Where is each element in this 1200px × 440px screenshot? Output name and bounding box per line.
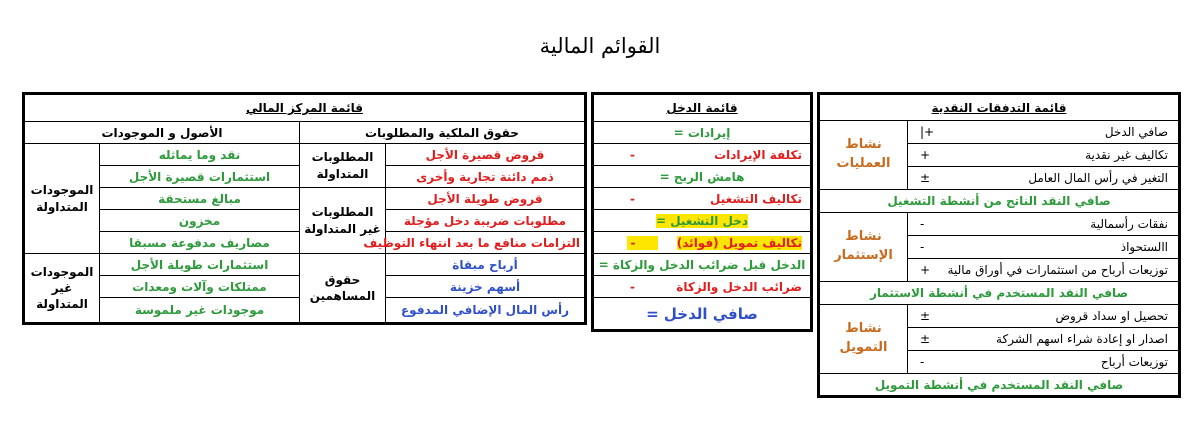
financing-activity-label: نشاط التمويل [819,305,908,374]
asset-item: استثمارات قصيرة الأجل [100,166,300,188]
asset-item: ممتلكات وآلات ومعدات [100,276,300,298]
cash-flow-sign: ± [908,167,960,190]
income-row-sign: - [593,232,662,254]
cash-flow-item: نفقات رأسمالية [960,213,1180,236]
cash-flow-item: تحصيل او سداد قروض [960,305,1180,328]
current-liabilities-label: المطلوبات المتداولة [300,144,386,188]
balance-sheet-table [22,92,587,325]
cash-flow-sign: - [908,236,960,259]
financing-total: صافي النقد المستخدم في أنشطة التمويل [819,374,1180,397]
income-row: دخل التشغيل = [593,210,812,232]
equity-item: أرباح مبقاة [386,254,586,276]
asset-item: مصاريف مدفوعة مسبقا [100,232,300,254]
cash-flow-title: قائمة التدفقات النقدية [819,94,1180,121]
income-row: هامش الربح = [593,166,812,188]
income-statement-title: قائمة الدخل [593,94,812,122]
investing-activity-label: نشاط الإستثمار [819,213,908,282]
cash-flow-table [817,92,1181,398]
equity-item: رأس المال الإضافي المدفوع [386,298,586,324]
cash-flow-sign: ± [908,328,960,351]
equity-item: أسهم خزينة [386,276,586,298]
income-row-sign: - [593,276,662,298]
current-assets-label: الموجودات المتداولة [24,144,100,254]
balance-sheet-title: قائمة المركز المالي [24,94,586,122]
liability-item: التزامات منافع ما بعد انتهاء التوظيف [386,232,586,254]
cash-flow-sign: - [908,213,960,236]
investing-total: صافي النقد المستخدم في أنشطة الاستثمار [819,282,1180,305]
non-current-liabilities-label: المطلوبات غير المتداولة [300,188,386,254]
liability-item: قروض قصيرة الأجل [386,144,586,166]
asset-item: نقد وما يماثله [100,144,300,166]
cash-flow-item: توزيعات أرباح من استثمارات في أوراق مالية [960,259,1180,282]
cash-flow-sign: ± [908,305,960,328]
operating-activity-label: نشاط العمليات [819,121,908,190]
cash-flow-item: التغير في رأس المال العامل [960,167,1180,190]
income-row: الدخل قبل ضرائب الدخل والزكاة = [593,254,812,276]
operating-total: صافي النقد الناتج من أنشطة التشغيل [819,190,1180,213]
income-row: إيرادات = [593,122,812,144]
asset-item: مبالغ مستحقة [100,188,300,210]
page-title: القوائم المالية [539,34,661,58]
cash-flow-sign: +| [908,121,960,144]
equity-liabilities-header: حقوق الملكية والمطلوبات [300,122,586,144]
income-row: ضرائب الدخل والزكاة [662,276,812,298]
assets-header: الأصول و الموجودات [24,122,300,144]
cash-flow-sign: - [908,351,960,374]
cash-flow-sign: + [908,144,960,167]
income-statement-table [591,92,813,332]
non-current-assets-label: الموجودات غير المتداولة [24,254,100,324]
net-income-row: صافي الدخل = [593,298,812,331]
asset-item: استثمارات طويلة الأجل [100,254,300,276]
equity-label: حقوق المساهمين [300,254,386,324]
cash-flow-item: توزيعات أرباح [960,351,1180,374]
income-row: تكاليف تمويل (فوائد) [662,232,812,254]
cash-flow-item: االستحواذ [960,236,1180,259]
cash-flow-item: صافي الدخل [960,121,1180,144]
asset-item: موجودات غير ملموسة [100,298,300,324]
cash-flow-item: اصدار او إعادة شراء اسهم الشركة [960,328,1180,351]
asset-item: مخزون [100,210,300,232]
income-row: تكلفة الإيرادات [662,144,812,166]
liability-item: قروض طويلة الأجل [386,188,586,210]
liability-item: مطلوبات ضريبة دخل مؤجلة [386,210,586,232]
income-row-sign: - [593,188,662,210]
liability-item: ذمم دائنة تجارية وأخرى [386,166,586,188]
income-row: تكاليف التشغيل [662,188,812,210]
cash-flow-sign: + [908,259,960,282]
income-row-sign: - [593,144,662,166]
cash-flow-item: تكاليف غير نقدية [960,144,1180,167]
